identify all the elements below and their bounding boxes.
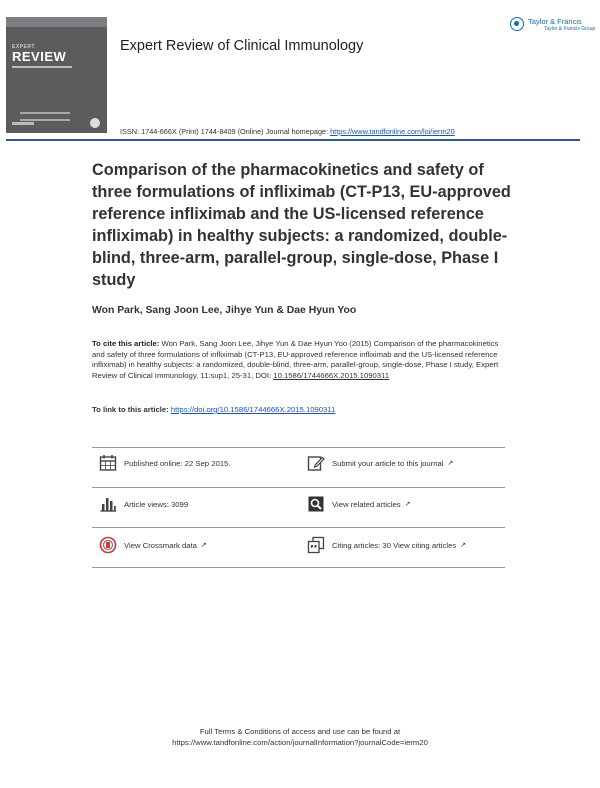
publisher-logo	[510, 16, 596, 34]
citing-articles-icon	[306, 535, 326, 555]
article-link-label: To link to this article:	[92, 405, 171, 414]
crossmark-icon	[98, 535, 118, 555]
cover-big-label: REVIEW	[12, 49, 67, 64]
article-views-text: Article views: 3099	[124, 499, 189, 509]
citing-articles-link[interactable]	[306, 532, 466, 558]
edit-icon	[306, 453, 326, 473]
citation-text: Won Park, Sang Joon Lee, Jihye Yun & Dae Hyun Yoo (2015) Comparison of the pharmacokinetics and safety of three formulations of infliximab (CT-P13, EU-approved reference infliximab and the US-licensed reference infliximab) in healthy subjects: a randomized, double-blind, three-arm, parallel-group, single-dose, Phase I study, Expert Review of Clinical Immunology, 11:sup1, 25-31, DOI:	[92, 339, 499, 381]
article-link-line	[92, 405, 335, 414]
citing-articles-text: Citing articles: 30 View citing articles	[332, 540, 457, 550]
publisher-logo-name: Taylor & Francis	[528, 17, 582, 26]
published-online-item	[98, 450, 230, 476]
publisher-logo-group: Taylor & Francis Group	[544, 26, 596, 32]
cover-small-label: EXPERT	[12, 44, 36, 50]
grid-divider	[92, 487, 505, 488]
issn-line	[120, 127, 455, 136]
journal-cover-image	[6, 17, 107, 133]
published-online-text: Published online: 22 Sep 2015.	[124, 458, 231, 468]
article-doi-url[interactable]: https://doi.org/10.1586/1744666X.2015.1090311	[170, 405, 336, 414]
bar-chart-icon	[98, 494, 118, 514]
related-articles-link[interactable]	[306, 491, 411, 517]
calendar-icon	[98, 453, 118, 473]
crossmark-text: View Crossmark data	[124, 540, 197, 550]
related-articles-text: View related articles	[332, 499, 401, 509]
journal-title: Expert Review of Clinical Immunology	[120, 38, 364, 54]
external-link-icon: ↗	[447, 460, 454, 467]
issn-text: ISSN: 1744-666X (Print) 1744-8409 (Online) Journal homepage:	[120, 127, 331, 136]
terms-footer	[0, 726, 600, 748]
publisher-logo-icon	[510, 17, 524, 31]
citation-block	[92, 339, 510, 382]
article-title: Comparison of the pharmacokinetics and safety of three formulations of infliximab (CT-P13, EU-approved reference infliximab and the US-licensed reference infliximab) in healthy subjects: a randomized, double-blind, three-arm, parallel-group, single-dose, Phase I study	[92, 161, 511, 289]
related-articles-icon	[306, 494, 326, 514]
article-views-item	[98, 491, 188, 517]
grid-divider	[92, 567, 505, 568]
external-link-icon: ↗	[460, 542, 467, 549]
external-link-icon: ↗	[404, 501, 411, 508]
external-link-icon: ↗	[200, 542, 207, 549]
citation-label: To cite this article:	[92, 339, 160, 348]
doi-link[interactable]: 10.1586/1744666X.2015.1090311	[273, 371, 390, 381]
article-authors: Won Park, Sang Joon Lee, Jihye Yun & Dae Hyun Yoo	[92, 305, 357, 316]
crossmark-link[interactable]	[98, 532, 207, 558]
grid-divider	[92, 447, 505, 448]
submit-article-link[interactable]	[306, 450, 453, 476]
footer-terms-link[interactable]: https://www.tandfonline.com/action/journalInformation?journalCode=ierm20	[172, 738, 428, 747]
submit-article-text: Submit your article to this journal	[332, 458, 444, 468]
footer-terms-text: Full Terms & Conditions of access and use can be found at	[199, 727, 401, 736]
header-divider	[6, 139, 580, 141]
grid-divider	[92, 527, 505, 528]
journal-homepage-link[interactable]: https://www.tandfonline.com/loi/ierm20	[330, 127, 455, 136]
